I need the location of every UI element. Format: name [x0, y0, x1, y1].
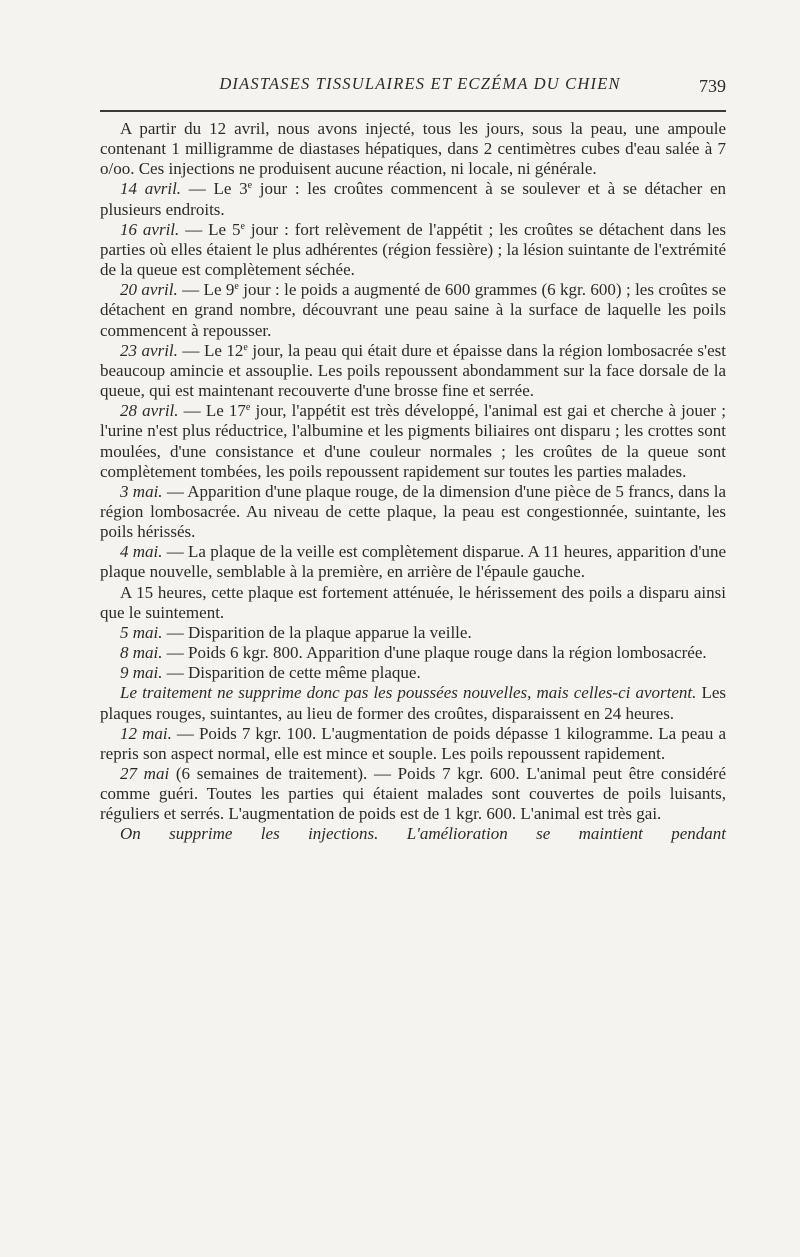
entry-date: 12 mai. — [120, 723, 172, 743]
entry-date: 5 mai. — [120, 622, 163, 642]
paragraph-9-mai: 9 mai. — Disparition de cette même plaque. — [120, 663, 421, 683]
paragraph-traitement: Le traitement ne supprime donc pas les poussées nouvelles, mais celles-ci avortent. Les plaques rouges, suintantes, au lieu de former des croûtes, disparaissent en 24 heures. — [100, 683, 727, 723]
paragraph-12-mai: 12 mai. — Poids 7 kgr. 100. L'augmentation de poids dépasse 1 kilogramme. La peau a repris son aspect normal, elle est mince et souple. Les poils repoussent rapidement. — [100, 723, 726, 763]
paragraph-28-avril: 28 avril. — Le 17e jour, l'appétit est très développé, l'animal est gai et cherche à jouer ; l'urine n'est plus réductrice, l'albumine et les pigments biliaires ont disparu ; les crottes sont moulées, d'une consistance et d'une couleur normales ; les croûtes de la queue sont complètement tombées, les poils repoussent rapidement sur toutes les parties malades. — [100, 401, 726, 481]
paragraph-intro: A partir du 12 avril, nous avons injecté, tous les jours, sous la peau, une ampoule contenant 1 milligramme de diastases hépatiques, dans 2 centimètres cubes d'eau salée à 7 o/oo. Ces injections ne produisent aucune réaction, ni locale, ni générale. — [100, 119, 726, 179]
italic-statement: Le traitement ne supprime donc pas les poussées nouvelles, mais celles-ci avortent. — [120, 683, 697, 703]
page-number: 739 — [699, 76, 726, 96]
paragraph-15-heures: A 15 heures, cette plaque est fortement atténuée, le hérissement des poils a disparu ainsi que le suintement. — [100, 582, 726, 622]
paragraph-14-avril: 14 avril. — Le 3e jour : les croûtes commencent à se soulever et à se détacher en plusieurs endroits. — [100, 179, 726, 219]
paragraph-8-mai: 8 mai. — Poids 6 kgr. 800. Apparition d'une plaque rouge dans la région lombosacrée. — [120, 643, 707, 663]
entry-date: 14 avril. — [120, 179, 182, 199]
paragraph-27-mai: 27 mai (6 semaines de traitement). — Poids 7 kgr. 600. L'animal peut être considéré comme guéri. Toutes les parties qui étaient malades sont couvertes de poils luisants, réguliers et serrés. L'augmentation de poids est de 1 kgr. 600. L'animal est très gai. — [100, 764, 727, 824]
entry-date: 27 mai — [120, 764, 170, 783]
entry-date: 28 avril. — [120, 401, 179, 421]
entry-date: 8 mai. — [120, 643, 163, 663]
paragraph-20-avril: 20 avril. — Le 9e jour : le poids a augmenté de 600 grammes (6 kgr. 600) ; les croûtes se détachent en grand nombre, découvrant une peau saine à la surface de laquelle les poils commencent à repousser. — [100, 280, 727, 340]
entry-date: 20 avril. — [120, 280, 178, 300]
paragraph-5-mai: 5 mai. — Disparition de la plaque apparue la veille. — [120, 622, 472, 642]
entry-date: 9 mai. — [120, 663, 163, 683]
entry-date: 23 avril. — [120, 340, 178, 360]
header-rule — [100, 110, 726, 112]
running-title: DIASTASES TISSULAIRES ET ECZÉMA DU CHIEN — [219, 74, 621, 93]
body-text — [100, 119, 726, 845]
entry-date: 4 mai. — [120, 542, 163, 562]
paragraph-3-mai: 3 mai. — Apparition d'une plaque rouge, de la dimension d'une pièce de 5 francs, dans la région lombosacrée. Au niveau de cette plaque, la peau est congestionnée, suintante, les poils hérissés. — [100, 481, 727, 542]
page-header — [100, 74, 730, 100]
paragraph-16-avril: 16 avril. — Le 5e jour : fort relèvement de l'appétit ; les croûtes se détachent dans les parties où elles étaient le plus adhérentes (région fessière) ; la lésion suintante de l'extrémité de la queue est complètement séchée. — [100, 219, 727, 280]
paragraph-4-mai: 4 mai. — La plaque de la veille est complètement disparue. A 11 heures, apparition d'une plaque nouvelle, semblable à la première, en arrière de l'épaule gauche. — [100, 542, 726, 582]
paragraph-final — [100, 824, 726, 844]
entry-date: 16 avril. — [120, 219, 180, 239]
italic-statement: On supprime les injections. L'amélioration se maintient pendant — [120, 824, 726, 844]
entry-date: 3 mai. — [120, 481, 163, 501]
paragraph-23-avril: 23 avril. — Le 12e jour, la peau qui était dure et épaisse dans la région lombosacrée s'est beaucoup amincie et assouplie. Les poils repoussent abondamment sur la face dorsale de la queue, qui est maintenant recouverte d'une brosse fine et serrée. — [100, 340, 726, 401]
